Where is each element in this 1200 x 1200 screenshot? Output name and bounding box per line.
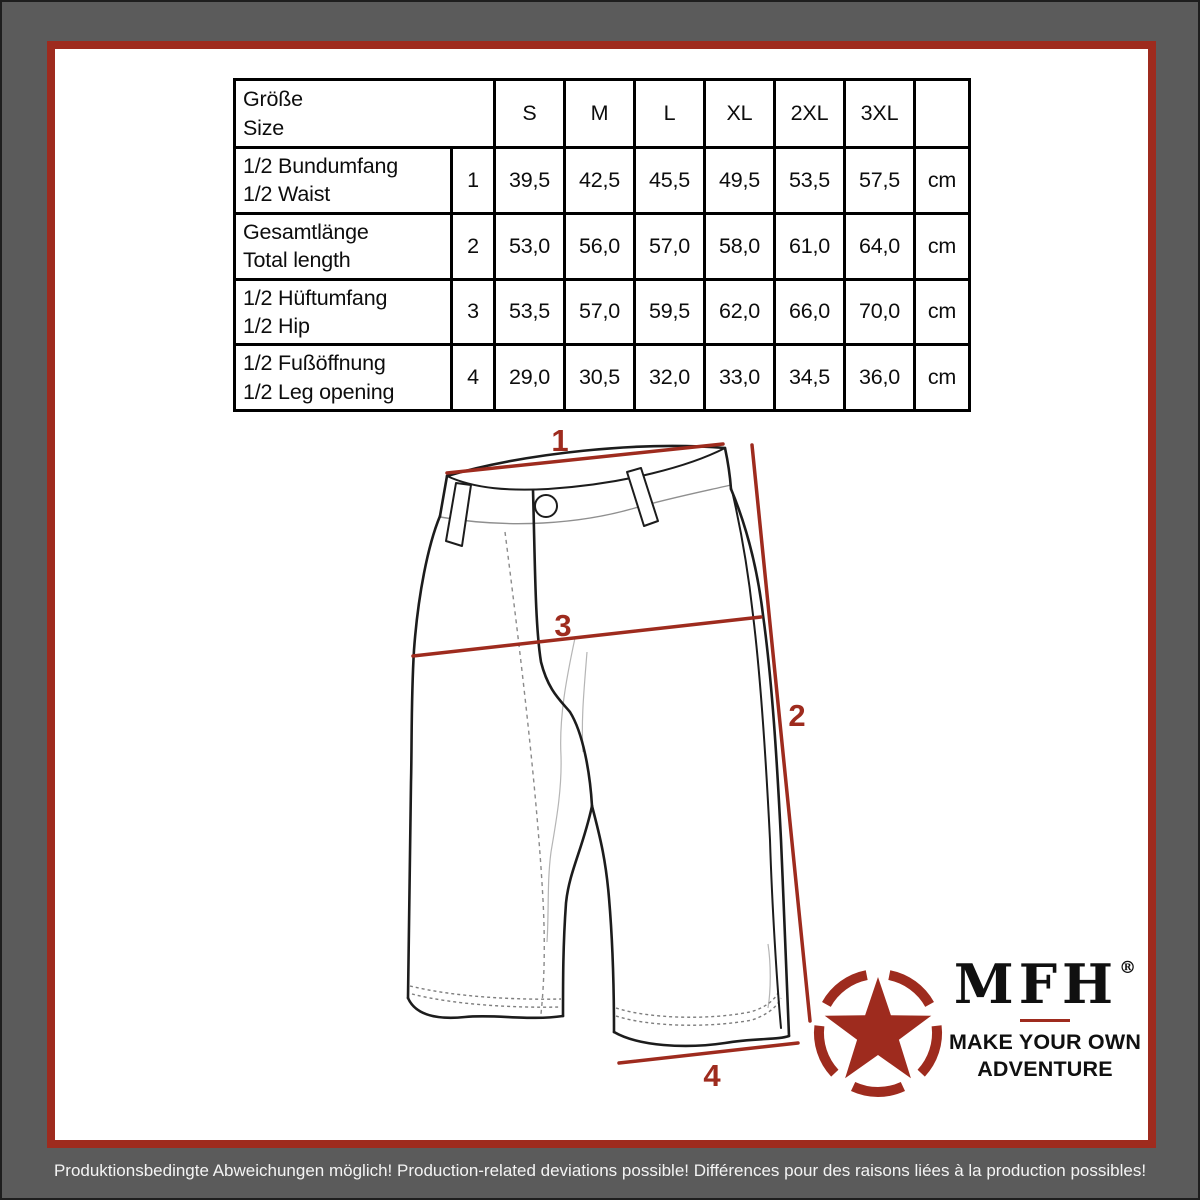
row-ref: 4 [452,345,495,411]
shorts-outline [408,446,789,1046]
row-label [235,345,452,411]
emblem-arc [819,1026,835,1073]
cell-value: 36,0 [845,345,915,411]
cell-value: 32,0 [635,345,705,411]
col-header-3xl: 3XL [845,80,915,148]
table-row-waist [235,148,970,214]
crease-line [582,652,587,752]
cell-value: 62,0 [705,279,775,345]
cell-value: 70,0 [845,279,915,345]
logo-divider [1020,1019,1070,1022]
right-leg-inseam [592,806,614,1032]
measure-label-4: 4 [703,1058,721,1093]
cell-unit: cm [915,148,970,214]
measure-line-1-waist [447,444,723,473]
right-leg-outer-edge [731,489,789,1036]
cell-value: 56,0 [565,213,635,279]
cell-value: 66,0 [775,279,845,345]
row-ref: 3 [452,279,495,345]
belt-loop-left [446,483,471,546]
measure-label-2: 2 [788,698,806,733]
row-label [235,148,452,214]
brand-wordmark [948,952,1142,1016]
header-label-de: Größe [243,87,303,112]
row-label [235,213,452,279]
crease-line [547,638,575,942]
cell-value: 53,5 [775,148,845,214]
col-header-unit [915,80,970,148]
tagline-line2: ADVENTURE [977,1057,1113,1082]
left-leg-hem [408,998,563,1018]
right-leg-hem [614,1032,789,1046]
left-leg-outer-edge [408,516,440,998]
measure-line-3-hip [413,617,761,656]
shorts-soft-details [410,485,781,1025]
belt-loop-right [627,468,658,526]
col-header-2xl: 2XL [775,80,845,148]
cell-value: 29,0 [495,345,565,411]
cell-value: 30,5 [565,345,635,411]
cell-unit: cm [915,279,970,345]
cell-value: 53,0 [495,213,565,279]
cell-value: 42,5 [565,148,635,214]
row-label-de: 1/2 Bundumfang [243,154,398,178]
header-size-label [235,80,495,148]
brand-name: MFH [953,952,1119,1016]
waist-button [535,495,557,517]
col-header-s: S [495,80,565,148]
size-table [233,78,971,412]
cell-value: 57,0 [565,279,635,345]
crease-line [768,944,770,1008]
col-header-xl: XL [705,80,775,148]
measure-line-2-length [752,445,810,1021]
row-label-de: 1/2 Fußöffnung [243,351,386,376]
waistband-left-edge [440,476,447,516]
cell-value: 57,5 [845,148,915,214]
measure-label-1: 1 [551,423,569,458]
row-ref: 1 [452,148,495,214]
emblem-arc [889,975,929,1004]
left-leg-inseam [563,806,592,1016]
waistband-right-edge [725,448,731,489]
brand-logo [948,952,1142,1084]
cell-unit: cm [915,345,970,411]
row-label-en: 1/2 Hip [243,313,310,338]
cell-value: 34,5 [775,345,845,411]
col-header-m: M [565,80,635,148]
cell-unit: cm [915,213,970,279]
mfh-star-emblem [819,975,937,1092]
row-label-de: Gesamtlänge [243,219,369,244]
tagline-line1: MAKE YOUR OWN [948,1029,1142,1054]
row-label-en: Total length [243,248,351,273]
table-header-row [235,80,970,148]
hem-stitch [616,998,781,1025]
hem-stitch [410,986,561,999]
cell-value: 39,5 [495,148,565,214]
row-label-en: 1/2 Waist [243,182,331,207]
registered-trademark-icon: ® [1119,958,1137,978]
row-label-en: 1/2 Leg opening [243,379,395,404]
hem-stitch [412,994,560,1007]
cell-value: 59,5 [635,279,705,345]
cell-value: 49,5 [705,148,775,214]
cell-value: 53,5 [495,279,565,345]
table-row-leg-opening [235,345,970,411]
cell-value: 57,0 [635,213,705,279]
emblem-arc [853,1087,903,1093]
row-label-de: 1/2 Hüftumfang [243,285,388,310]
fly-seam [533,490,592,806]
table-row-length [235,213,970,279]
cell-value: 33,0 [705,345,775,411]
row-ref: 2 [452,213,495,279]
table-row-hip [235,279,970,345]
emblem-arc [921,1026,937,1073]
footer-disclaimer: Produktionsbedingte Abweichungen möglich! Production-related deviations possible! Différences pour des raisons liées à la production possibles! [53,1161,1147,1180]
row-label [235,279,452,345]
measurement-lines [413,423,810,1093]
waistband-top-edge [447,446,725,476]
cell-value: 45,5 [635,148,705,214]
cell-value: 61,0 [775,213,845,279]
emblem-arc [826,975,866,1004]
col-header-l: L [635,80,705,148]
hem-stitch [616,991,779,1017]
header-label-en: Size [243,115,285,140]
side-seam-dashed [505,532,544,1014]
waistband-seam [440,485,731,524]
cell-value: 58,0 [705,213,775,279]
measure-label-3: 3 [554,608,572,643]
cell-value: 64,0 [845,213,915,279]
